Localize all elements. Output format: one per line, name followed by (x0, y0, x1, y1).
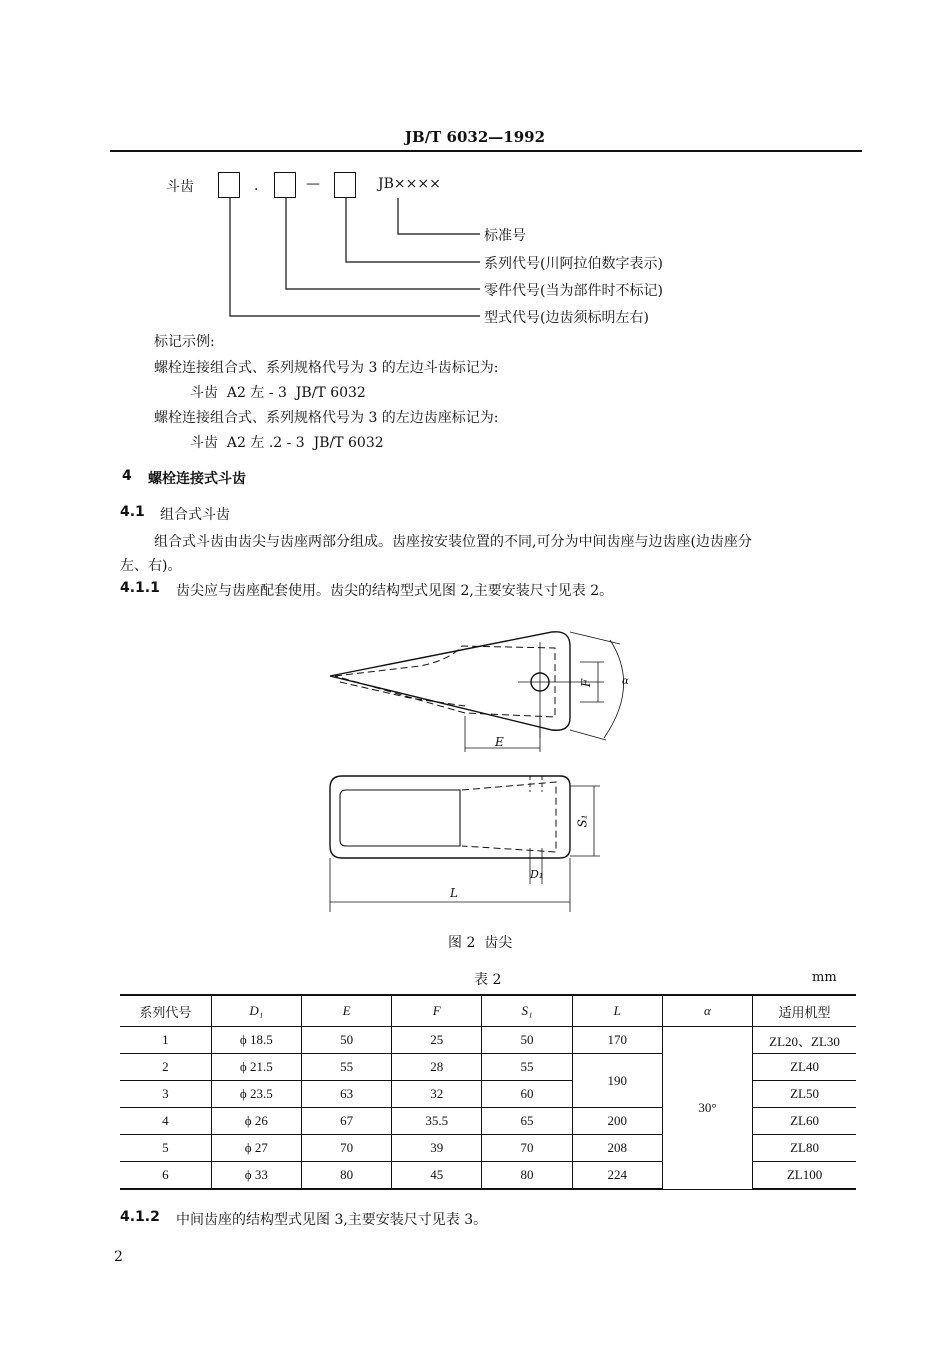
table-cell: 32 (392, 1081, 482, 1108)
code-label-series: 系列代号(川阿拉伯数字表示) (484, 256, 663, 272)
section-4-1-paragraph-line1: 组合式斗齿由齿尖与齿座两部分组成。齿座按安装位置的不同,可分为中间齿座与边齿座(边齿座分 (154, 534, 752, 550)
code-dash: — (306, 176, 320, 192)
section-4-title: 螺栓连接式斗齿 (148, 471, 246, 487)
table-cell: 6 (120, 1162, 211, 1190)
table-cell: 60 (482, 1081, 572, 1108)
table-cell: ϕ 21.5 (211, 1054, 301, 1081)
table-cell: ZL80 (753, 1135, 856, 1162)
table-cell: ZL40 (753, 1054, 856, 1081)
table-cell: 4 (120, 1108, 211, 1135)
page-number: 2 (114, 1249, 123, 1265)
table-cell: 190 (572, 1054, 662, 1108)
table-cell: ZL20、ZL30 (753, 1027, 856, 1054)
table-cell: 45 (392, 1162, 482, 1190)
table-header-cell: D₁ (211, 995, 301, 1027)
table-cell: 80 (301, 1162, 391, 1190)
table-header-cell: F (392, 995, 482, 1027)
marking-example2-desc: 螺栓连接组合式、系列规格代号为 3 的左边齿座标记为: (154, 410, 499, 426)
code-label-type: 型式代号(边齿须标明左右) (484, 310, 649, 326)
table-cell: 39 (392, 1135, 482, 1162)
table-cell: 2 (120, 1054, 211, 1081)
marking-example1-desc: 螺栓连接组合式、系列规格代号为 3 的左边斗齿标记为: (154, 360, 499, 376)
table-cell: 50 (482, 1027, 572, 1054)
dim-label-S1: S₁ (575, 814, 590, 828)
marking-title: 标记示例: (154, 334, 215, 350)
page-header-title: JB/T 6032—1992 (404, 128, 546, 146)
table-cell: 55 (482, 1054, 572, 1081)
table-2-title: 表 2 (474, 972, 502, 988)
table-cell: 25 (392, 1027, 482, 1054)
table-cell: ϕ 27 (211, 1135, 301, 1162)
table-cell: 50 (301, 1027, 391, 1054)
section-4-1-number: 4.1 (120, 504, 145, 520)
table-cell: ZL60 (753, 1108, 856, 1135)
tooth-tip-side-view (330, 632, 624, 752)
table-header-cell: 系列代号 (120, 995, 211, 1027)
table-cell: 170 (572, 1027, 662, 1054)
table-header-row (120, 995, 856, 1027)
dim-label-alpha: α (622, 676, 629, 687)
code-label-part: 零件代号(当为部件时不标记) (484, 283, 663, 299)
dim-label-L: L (450, 886, 458, 900)
dim-label-D1: D₁ (530, 868, 544, 881)
table-cell: 55 (301, 1054, 391, 1081)
table-cell: ϕ 23.5 (211, 1081, 301, 1108)
table-cell: ZL100 (753, 1162, 856, 1190)
table-cell: 224 (572, 1162, 662, 1190)
table-cell: 67 (301, 1108, 391, 1135)
dim-label-F: F (579, 678, 594, 688)
table-cell: 70 (301, 1135, 391, 1162)
figure-2-caption: 图 2 齿尖 (448, 935, 513, 951)
marking-example1-code: 斗齿 A2 左 - 3 JB/T 6032 (190, 385, 366, 401)
table-header-cell: 适用机型 (753, 995, 856, 1027)
table-cell: 1 (120, 1027, 211, 1054)
table-cell: 35.5 (392, 1108, 482, 1135)
marking-example2-code: 斗齿 A2 左 .2 - 3 JB/T 6032 (190, 435, 384, 451)
section-4-1-2-number: 4.1.2 (120, 1209, 160, 1225)
code-suffix: JB×××× (378, 176, 441, 192)
table-cell: 80 (482, 1162, 572, 1190)
section-4-1-1-number: 4.1.1 (120, 580, 160, 596)
table-cell: 200 (572, 1108, 662, 1135)
table-cell: 3 (120, 1081, 211, 1108)
table-cell: ϕ 26 (211, 1108, 301, 1135)
section-4-number: 4 (122, 468, 132, 484)
table-header-cell: E (301, 995, 391, 1027)
table-row (120, 1027, 856, 1054)
table-cell: 65 (482, 1108, 572, 1135)
table-cell: ZL50 (753, 1081, 856, 1108)
section-4-1-1-text: 齿尖应与齿座配套使用。齿尖的结构型式见图 2,主要安装尺寸见表 2。 (176, 583, 614, 599)
table-cell: 70 (482, 1135, 572, 1162)
table-2-unit: mm (812, 970, 837, 985)
table-cell: 63 (301, 1081, 391, 1108)
table-2 (120, 994, 856, 1190)
table-cell-alpha: 30° (662, 1027, 752, 1190)
table-cell: ϕ 18.5 (211, 1027, 301, 1054)
section-4-1-2-text: 中间齿座的结构型式见图 3,主要安装尺寸见表 3。 (176, 1212, 488, 1228)
code-dot: . (254, 178, 259, 194)
section-4-1-title: 组合式斗齿 (160, 507, 230, 523)
table-header-cell: α (662, 995, 752, 1027)
table-cell: ϕ 33 (211, 1162, 301, 1190)
tooth-tip-top-view (330, 776, 600, 912)
table-header-cell: S₁ (482, 995, 572, 1027)
table-cell: 5 (120, 1135, 211, 1162)
code-label-standard: 标准号 (484, 228, 526, 244)
dim-label-E: E (495, 735, 504, 749)
table-cell: 208 (572, 1135, 662, 1162)
code-prefix: 斗齿 (166, 179, 194, 195)
table-header-cell: L (572, 995, 662, 1027)
table-cell: 28 (392, 1054, 482, 1081)
section-4-1-paragraph-line2: 左、右)。 (120, 558, 182, 574)
